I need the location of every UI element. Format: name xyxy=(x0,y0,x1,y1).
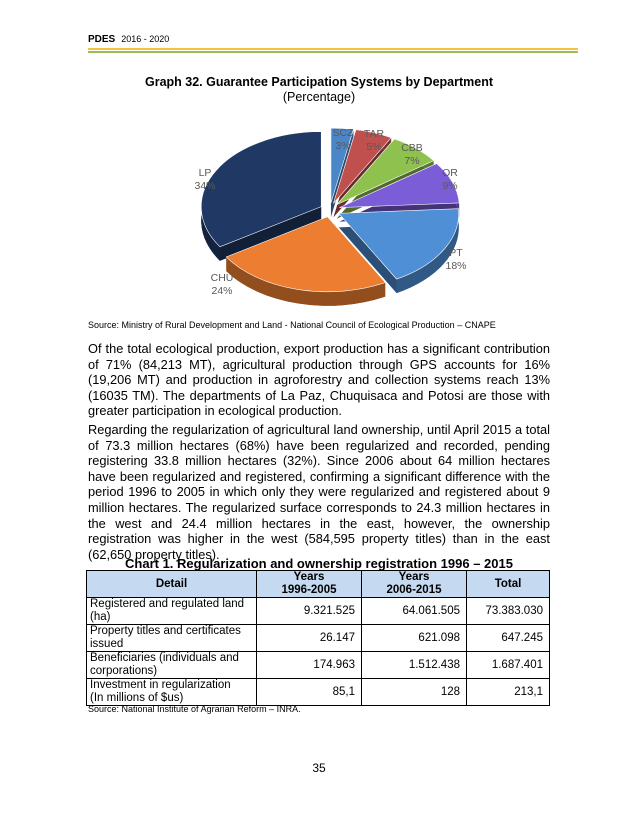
header-total: Total xyxy=(467,571,550,598)
pie-value-chu: 24% xyxy=(211,285,233,297)
pie-value-scz: 3% xyxy=(335,140,351,152)
table-row xyxy=(87,625,550,652)
pie-chart xyxy=(150,118,490,318)
row-total: 73.383.030 xyxy=(467,598,550,625)
row-value-2006-2015: 128 xyxy=(362,679,467,706)
running-header xyxy=(88,34,169,45)
row-value-1996-2005: 9.321.525 xyxy=(257,598,362,625)
row-detail: Registered and regulated land (ha) xyxy=(87,598,257,625)
pie-value-lp: 34% xyxy=(194,180,216,192)
pie-label-cbb: CBB xyxy=(401,142,423,154)
table-row xyxy=(87,598,550,625)
pie-label-chu: CHU xyxy=(210,272,234,284)
graph-subtitle: (Percentage) xyxy=(282,90,356,104)
pie-value-tar: 5% xyxy=(366,141,382,153)
pie-value-or: 9% xyxy=(442,180,458,192)
paragraph-land-regularization: Regarding the regularization of agricultural land ownership, until April 2015 a total of 73.3 million hectares (68%) have been regularized and recorded, pending registering 33.8 million hectares (32%). Since 2006 about 64 million hectares have been regularized and registered, confirming a significant difference with the period 1996 to 2005 in which only they were regularized and registered about 9 million hectares. The regularized surface corresponds to 24.3 million hectares in the west and 24.4 million hectares in the east, however, the ownership registration was higher in the west (584,595 property titles) than in the east (62,650 property titles). xyxy=(88,422,550,562)
page-number: 35 xyxy=(312,761,326,775)
header-years-1996-2005: Years 1996-2005 xyxy=(257,571,362,598)
pie-value-pt: 18% xyxy=(445,260,467,272)
table-row xyxy=(87,679,550,706)
pie-label-lp: LP xyxy=(198,167,212,179)
header-detail: Detail xyxy=(87,571,257,598)
table-source: Source: National Institute of Agrarian Reform – INRA. xyxy=(88,704,301,714)
pie-label-tar: TAR xyxy=(363,128,385,140)
row-total: 1.687.401 xyxy=(467,652,550,679)
table-header-row xyxy=(87,571,550,598)
row-detail: Property titles and certificates issued xyxy=(87,625,257,652)
row-value-1996-2005: 85,1 xyxy=(257,679,362,706)
paragraph-ecological-production: Of the total ecological production, export production has a significant contribution of 71% (84,213 MT), agricultural production through GPS accounts for 16% (19,206 MT) and production in agroforestry and collection systems reach 13% (16035 TM). The departments of La Paz, Chuquisaca and Potosi are those with greater participation in ecological production. xyxy=(88,341,550,419)
header-years: 2016 - 2020 xyxy=(121,34,170,44)
row-value-2006-2015: 64.061.505 xyxy=(362,598,467,625)
header-years-2006-2015: Years 2006-2015 xyxy=(362,571,467,598)
row-detail: Beneficiaries (individuals and corporations) xyxy=(87,652,257,679)
row-detail: Investment in regularization (In millions of $us) xyxy=(87,679,257,706)
pie-value-cbb: 7% xyxy=(404,155,420,167)
graph-source: Source: Ministry of Rural Development and Land - National Council of Ecological Production – CNAPE xyxy=(88,320,496,330)
row-total: 647.245 xyxy=(467,625,550,652)
row-value-1996-2005: 174.963 xyxy=(257,652,362,679)
pie-label-pt: PT xyxy=(449,247,463,259)
header-stripe-yellow xyxy=(88,48,578,50)
pie-label-scz: SCZ xyxy=(332,127,354,139)
regularization-table xyxy=(86,570,550,706)
header-stripe-green xyxy=(88,51,578,53)
table-title: Chart 1. Regularization and ownership registration 1996 – 2015 xyxy=(125,556,513,571)
graph-title: Graph 32. Guarantee Participation Systems by Department xyxy=(144,75,494,89)
row-value-2006-2015: 1.512.438 xyxy=(362,652,467,679)
row-total: 213,1 xyxy=(467,679,550,706)
header-title: PDES xyxy=(88,34,116,45)
pie-label-or: OR xyxy=(442,167,458,179)
row-value-1996-2005: 26.147 xyxy=(257,625,362,652)
table-row xyxy=(87,652,550,679)
row-value-2006-2015: 621.098 xyxy=(362,625,467,652)
